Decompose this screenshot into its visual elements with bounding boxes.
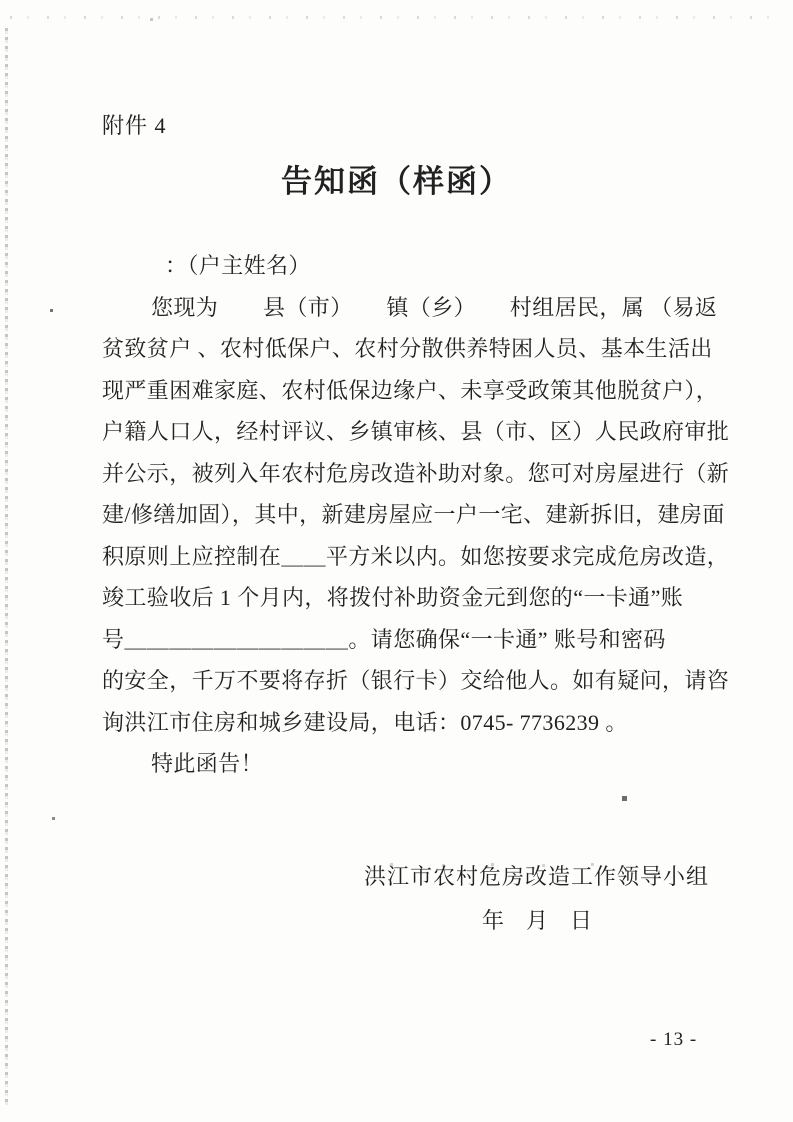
body-line-account-blank: 号＿＿＿＿＿＿＿＿＿＿。请您确保“一卡通” 账号和密码 <box>102 626 666 652</box>
body-line: 户籍人口人，经村评议、乡镇审核、县（市、区）人民政府审批 <box>102 419 730 444</box>
signature-date-line: 年 月 日 <box>482 908 593 933</box>
document-title: 告知函（样函） <box>281 164 512 199</box>
body-line-closing: 特此函告！ <box>151 751 264 776</box>
page-number: - 13 - <box>650 1029 698 1050</box>
body-line: 贫致贫户 、农村低保户、农村分散供养特困人员、基本生活出 <box>102 336 713 361</box>
body-line: 的安全，千万不要将存折（银行卡）交给他人。如有疑问，请咨 <box>102 668 730 693</box>
scan-speckles <box>50 309 53 312</box>
body-line: 竣工验收后 1 个月内，将拨付补助资金元到您的“一卡通”账 <box>102 585 684 610</box>
letter-body <box>102 245 730 785</box>
body-line-blank-area: 积原则上应控制在＿＿平方米以内。如您按要求完成危房改造， <box>102 543 730 569</box>
signature-organization: 洪江市农村危房改造工作领导小组 <box>364 864 710 889</box>
body-line-contact: 询洪江市住房和城乡建设局，电话：0745- 7736239 。 <box>102 709 628 735</box>
body-line-salutation: ：（户主姓名） <box>165 253 311 278</box>
body-line: 现严重困难家庭、农村低保边缘户、未享受政策其他脱贫户）， <box>102 377 719 403</box>
body-line: 您现为 县（市） 镇（乡） 村组居民，属 （易返 <box>151 294 718 320</box>
scan-noise-top-edge <box>10 16 780 19</box>
attachment-label: 附件 4 <box>102 113 167 138</box>
body-line: 并公示，被列入年农村危房改造补助对象。您可对房屋进行（新 <box>102 460 730 486</box>
body-line: 建/修缮加固），其中，新建房屋应一户一宅、建新拆旧，建房面 <box>102 502 725 527</box>
